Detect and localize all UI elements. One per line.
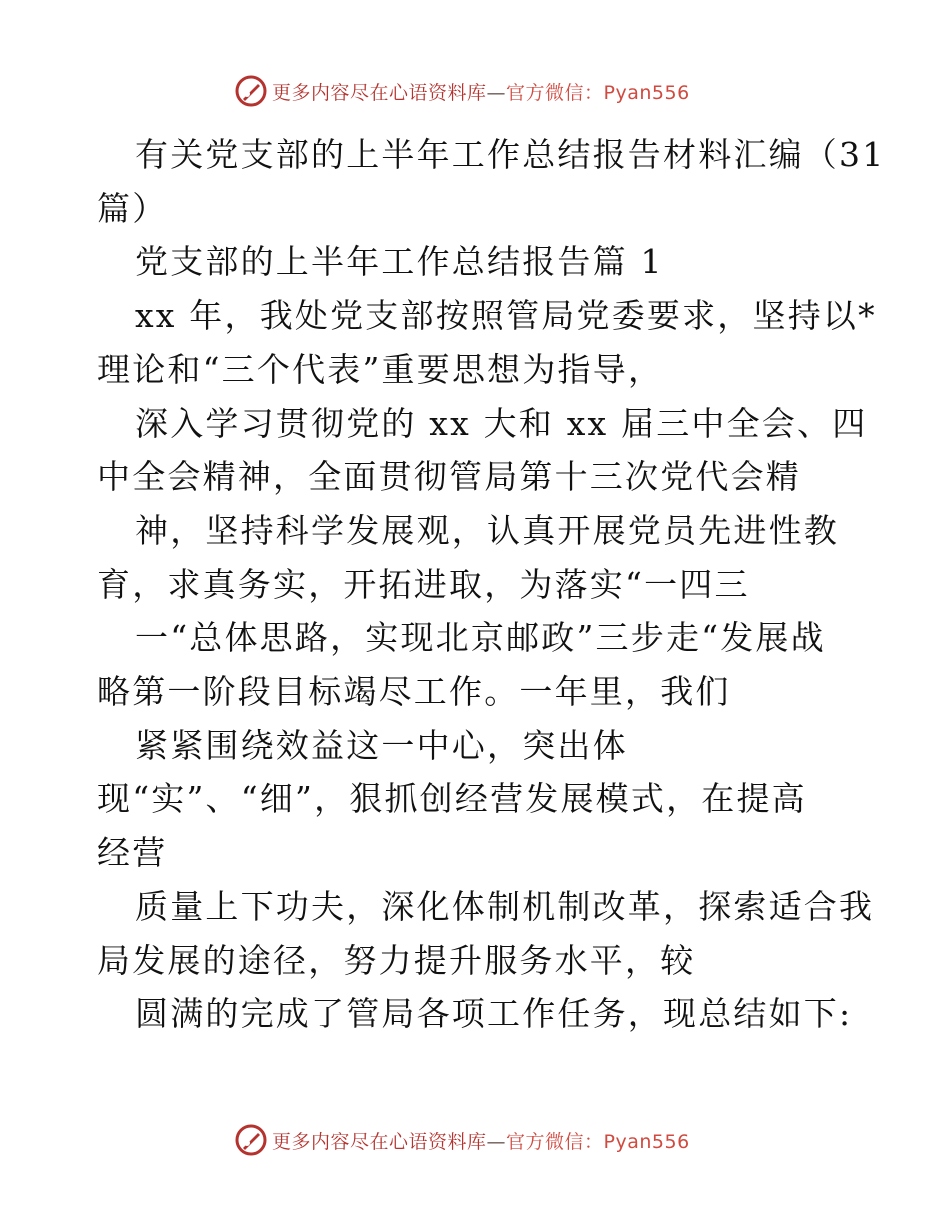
body-line: 局发展的途径，努力提升服务水平，较 <box>97 940 696 980</box>
body-line: 现“实”、“细”，狠抓创经营发展模式，在提高 <box>97 779 807 819</box>
watermark-text: 更多内容尽在心语资料库—官方微信：Pyan556 <box>272 1130 690 1153</box>
footer-watermark <box>0 1120 950 1160</box>
quill-seal-icon <box>234 1123 268 1157</box>
body-line: 深入学习贯彻党的 xx 大和 xx 届三中全会、四 <box>135 403 868 443</box>
watermark-text: 更多内容尽在心语资料库—官方微信：Pyan556 <box>272 81 690 104</box>
body-line: 经营 <box>97 833 168 873</box>
body-line: 一“总体思路，实现北京邮政”三步走“发展战 <box>135 618 826 658</box>
body-line: 神，坚持科学发展观，认真开展党员先进性教 <box>135 510 839 550</box>
body-line: 育，求真务实，开拓进取，为落实“一四三 <box>97 564 750 604</box>
body-line: 质量上下功夫，深化体制机制改革，探索适合我 <box>135 886 875 926</box>
body-line: 中全会精神，全面贯彻管局第十三次党代会精 <box>97 457 801 497</box>
quill-seal-icon <box>234 74 268 108</box>
body-line: 紧紧围绕效益这一中心，突出体 <box>135 725 628 765</box>
document-body <box>97 128 886 1041</box>
body-line: 圆满的完成了管局各项工作任务，现总结如下: <box>135 994 853 1034</box>
section-heading: 党支部的上半年工作总结报告篇 1 <box>135 242 664 282</box>
body-line: 略第一阶段目标竭尽工作。一年里，我们 <box>97 672 731 712</box>
document-title: 有关党支部的上半年工作总结报告材料汇编（31 <box>135 135 886 174</box>
body-line: 理论和“三个代表”重要思想为指导， <box>97 349 664 389</box>
document-title-cont: 篇） <box>97 188 168 228</box>
body-line: xx 年，我处党支部按照管局党委要求，坚持以* <box>135 296 877 336</box>
header-watermark <box>0 71 950 111</box>
